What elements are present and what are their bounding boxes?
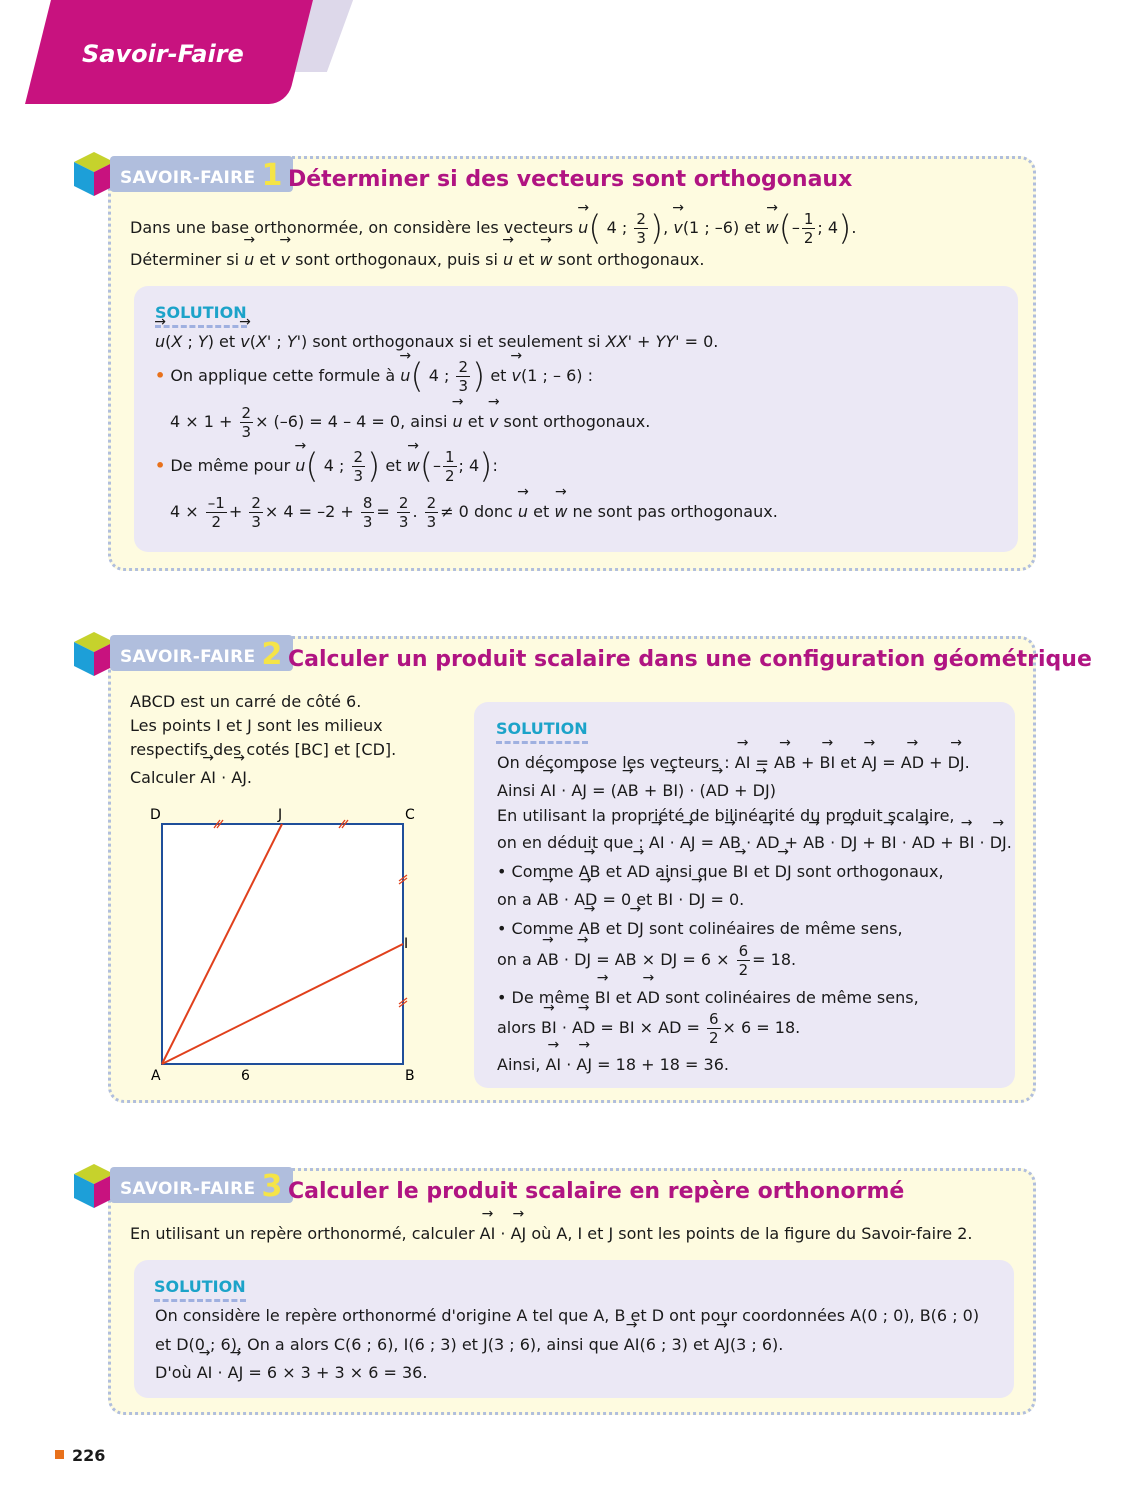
savoir-faire-title: Déterminer si des vecteurs sont orthogonaux <box>288 167 853 192</box>
savoir-faire-badge <box>110 1167 293 1203</box>
solution-label: SOLUTION <box>496 719 588 738</box>
sf2-solution-line5: • Comme → AB et → AD ainsi que → BI et → DJ sont orthogonaux, <box>497 860 944 884</box>
label-c: C <box>405 807 415 823</box>
sf1-solution-line1: → u(X ; Y) et → v(X' ; Y') sont orthogonaux si et seulement si XX' + YY' = 0. <box>155 330 718 354</box>
sf3-solution-line2: et D(0 ; 6). On a alors C(6 ; 6), I(6 ; 3) et J(3 ; 6), ainsi que → AI(6 ; 3) et → AJ(3 ; 6). <box>155 1333 783 1357</box>
sf2-solution-line1: On décompose les vecteurs : → AI = → AB + → BI et → AJ = → AD + → DJ. <box>497 751 970 775</box>
sf2-solution-line6: on a → AB · → AD = 0 et → BI · → DJ = 0. <box>497 888 744 912</box>
sf2-statement-line3: respectifs des cotés [BC] et [CD]. <box>130 740 397 759</box>
solution-label: SOLUTION <box>155 303 247 322</box>
sf1-statement-line1: Dans une base orthonormée, on considère les vecteurs → u( 4 ; $\frac{2}{3}$ ), → v(1 ; –6) et → w(– $\frac{1}{2}$ ; 4). <box>130 210 856 247</box>
sf2-solution-line2: Ainsi → AI · → AJ = (→ AB + → BI) · (→ AD + → DJ) <box>497 779 776 803</box>
page-header-title: Savoir-Faire <box>82 40 244 68</box>
sf3-statement: En utilisant un repère orthonormé, calculer → AI · → AJ où A, I et J sont les points de la figure du Savoir-faire 2. <box>130 1222 973 1246</box>
sf3-solution-line3: D'où → AI · → AJ = 6 × 3 + 3 × 6 = 36. <box>155 1361 427 1385</box>
label-j: J <box>278 807 283 823</box>
badge-label: SAVOIR-FAIRE <box>120 1179 256 1199</box>
sf2-statement-line4: Calculer → AI · → AJ. <box>130 766 252 790</box>
sf2-solution-line7: • Comme → AB et → DJ sont colinéaires de même sens, <box>497 917 903 941</box>
badge-number: 1 <box>261 158 283 193</box>
sf2-solution-line10: alors → BI · → AD = BI × AD = $\frac{6}{2}$ × 6 = 18. <box>497 1010 800 1047</box>
solution-label: SOLUTION <box>154 1277 246 1296</box>
label-a: A <box>151 1068 161 1084</box>
sf1-solution-line5: 4 × $\frac{-1}{2}$ + $\frac{2}{3}$ × 4 = –2 + $\frac{8}{3}$ = $\frac{2}{3}$ . $\frac{2}{3}$ ≠ 0 donc → u et → w ne sont pas orthogonaux. <box>170 494 778 531</box>
sf2-statement-line2: Les points I et J sont les milieux <box>130 716 383 735</box>
sf2-solution-line4: on en déduit que : → AI · → AJ = → AB · → AD + → AB · → DJ + → BI · → AD + → BI · → DJ. <box>497 831 1012 855</box>
savoir-faire-title: Calculer le produit scalaire en repère orthonormé <box>288 1179 905 1204</box>
sf1-statement-line2: Déterminer si → u et → v sont orthogonaux, puis si → u et → w sont orthogonaux. <box>130 248 704 272</box>
sf1-solution-line2: • On applique cette formule à → u( 4 ; $\frac{2}{3}$ ) et → v(1 ; – 6) : <box>155 358 593 395</box>
sf3-solution-line1: On considère le repère orthonormé d'origine A tel que A, B et D ont pour coordonnées A(0 ; 0), B(6 ; 0) <box>155 1306 980 1325</box>
square-figure <box>140 800 440 1090</box>
savoir-faire-title: Calculer un produit scalaire dans une configuration géométrique <box>288 647 1092 672</box>
page-number: 226 <box>72 1446 106 1465</box>
sf2-solution-line11: Ainsi, → AI · → AJ = 18 + 18 = 36. <box>497 1053 729 1077</box>
label-b: B <box>405 1068 415 1084</box>
savoir-faire-badge <box>110 156 293 192</box>
label-i: I <box>404 936 409 952</box>
sf2-solution-line8: on a → AB · → DJ = AB × DJ = 6 × $\frac{6}{2}$ = 18. <box>497 942 796 979</box>
sf2-statement-line1: ABCD est un carré de côté 6. <box>130 692 362 711</box>
sf2-solution-line3: En utilisant la propriété de bilinéarité du produit scalaire, <box>497 806 955 825</box>
label-d: D <box>150 807 161 823</box>
label-side: 6 <box>241 1068 250 1084</box>
page-number-marker <box>55 1450 64 1459</box>
badge-label: SAVOIR-FAIRE <box>120 168 256 188</box>
square-abcd <box>162 824 403 1064</box>
badge-label: SAVOIR-FAIRE <box>120 647 256 667</box>
badge-number: 2 <box>261 637 283 672</box>
sf1-solution-line4: • De même pour → u( 4 ; $\frac{2}{3}$ ) et → w(– $\frac{1}{2}$ ; 4): <box>155 448 498 485</box>
savoir-faire-badge <box>110 635 293 671</box>
badge-number: 3 <box>261 1169 283 1204</box>
sf1-solution-line3: 4 × 1 + $\frac{2}{3}$ × (–6) = 4 – 4 = 0, ainsi → u et → v sont orthogonaux. <box>170 404 650 441</box>
sf2-solution-line9: • De même → BI et → AD sont colinéaires de même sens, <box>497 986 919 1010</box>
